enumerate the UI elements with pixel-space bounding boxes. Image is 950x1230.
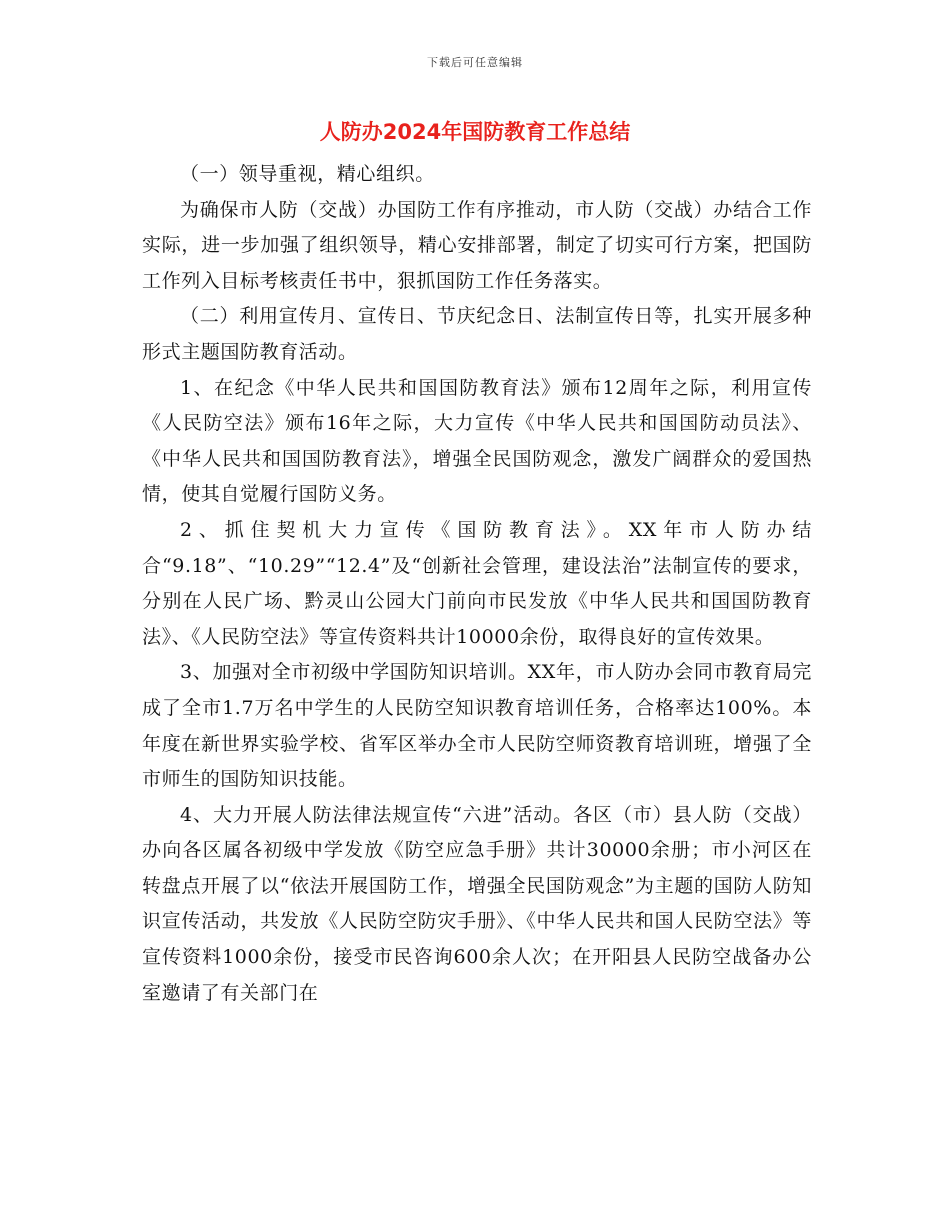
download-note: 下载后可任意编辑 [427, 56, 523, 69]
paragraph-section-1-heading: （一）领导重视，精心组织。 [180, 163, 435, 185]
paragraph-section-2-heading: （二）利用宣传月、宣传日、节庆纪念日、法制宣传日等，扎实开展多种形式主题国防教育活动。 [142, 305, 812, 363]
paragraph-item-3: 3、加强对全市初级中学国防知识培训。XX年，市人防办会同市教育局完成了全市1.7万名中学生的人民防空知识教育培训任务，合格率达100%。本年度在新世界实验学校、省军区举办全市人民防空师资教育培训班，增强了全市师生的国防知识技能。 [142, 661, 812, 791]
paragraph-item-1: 1、在纪念《中华人民共和国国防教育法》颁布12周年之际，利用宣传《人民防空法》颁布16年之际，大力宣传《中华人民共和国国防动员法》、《中华人民共和国国防教育法》，增强全民国防观念，激发广阔群众的爱国热情，使其自觉履行国防义务。 [142, 376, 812, 506]
paragraph-section-1-body: 为确保市人防（交战）办国防工作有序推动，市人防（交战）办结合工作实际，进一步加强了组织领导，精心安排部署，制定了切实可行方案，把国防工作列入目标考核责任书中，狠抓国防工作任务落实。 [142, 198, 812, 292]
document-title: 人防办2024年国防教育工作总结 [319, 120, 631, 144]
paragraph-item-4: 4、大力开展人防法律法规宣传“六进”活动。各区（市）县人防（交战）办向各区属各初级中学发放《防空应急手册》共计30000余册；市小河区在转盘点开展了以“依法开展国防工作，增强全民国防观念”为主题的国防人防知识宣传活动，共发放《人民防空防灾手册》、《中华人民共和国人民防空法》等宣传资料1000余份，接受市民咨询600余人次；在开阳县人民防空战备办公室邀请了有关部门在 [142, 803, 812, 1004]
document-body [142, 157, 812, 1011]
paragraph-item-2: 2、抓住契机大力宣传《国防教育法》。XX年市人防办结合“9.18”、“10.29”“12.4”及“创新社会管理，建设法治”法制宣传的要求，分别在人民广场、黔灵山公园大门前向市民发放《中华人民共和国国防教育法》、《人民防空法》等宣传资料共计10000余份，取得良好的宣传效果。 [142, 518, 812, 648]
